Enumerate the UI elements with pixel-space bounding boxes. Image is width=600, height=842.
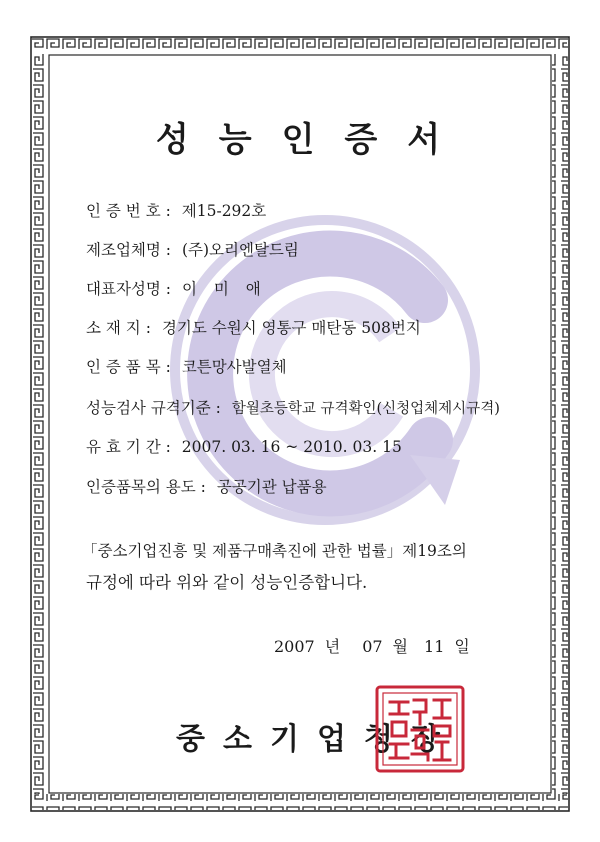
field-ceo	[86, 277, 267, 299]
field-label: 대표자성명 :	[86, 280, 172, 298]
field-value: (주)오리엔탈드림	[181, 241, 299, 259]
field-value: 공공기관 납품용	[216, 478, 327, 496]
field-value: 함월초등학교 규격확인(신청업체제시규격)	[231, 401, 500, 417]
field-value: 코튼망사발열체	[181, 358, 287, 376]
certification-statement	[82, 535, 556, 599]
field-label: 인 증 품 목 :	[86, 358, 171, 376]
field-product	[86, 355, 287, 377]
field-label: 제조업체명 :	[86, 241, 172, 259]
field-company	[86, 238, 299, 260]
field-value: 경기도 수원시 영통구 매탄동 508번지	[161, 319, 421, 337]
statement-line-2: 규정에 따라 위와 같이 성능인증합니다.	[86, 573, 368, 592]
field-label: 성능검사 규격기준 :	[86, 399, 221, 417]
field-address	[86, 316, 421, 338]
field-label: 인증품목의 용도 :	[86, 478, 206, 496]
statement-line-1: 「중소기업진흥 및 제품구매촉진에 관한 법률」제19조의	[82, 542, 467, 560]
page-title: 성능인증서	[155, 120, 471, 160]
field-value: 제15-292호	[181, 202, 267, 220]
field-usage	[86, 475, 327, 497]
field-label: 유 효 기 간 :	[86, 438, 171, 456]
date-month: 07	[362, 637, 383, 656]
issuer-name: 중소기업청장	[176, 722, 458, 757]
date-day-unit: 일	[454, 637, 470, 656]
date-year: 2007	[274, 637, 315, 656]
field-standard	[86, 396, 500, 418]
issue-date	[274, 634, 480, 657]
field-label: 소 재 지 :	[86, 319, 151, 337]
field-validity	[86, 435, 402, 457]
field-value: 2007. 03. 16 ~ 2010. 03. 15	[181, 438, 402, 456]
field-cert-number	[86, 199, 266, 221]
date-month-unit: 월	[392, 637, 409, 656]
official-seal-icon	[374, 684, 466, 774]
date-day: 11	[424, 637, 445, 656]
field-label: 인 증 번 호 :	[86, 202, 171, 220]
field-value: 이 미 애	[181, 280, 267, 298]
date-year-unit: 년	[324, 637, 341, 656]
